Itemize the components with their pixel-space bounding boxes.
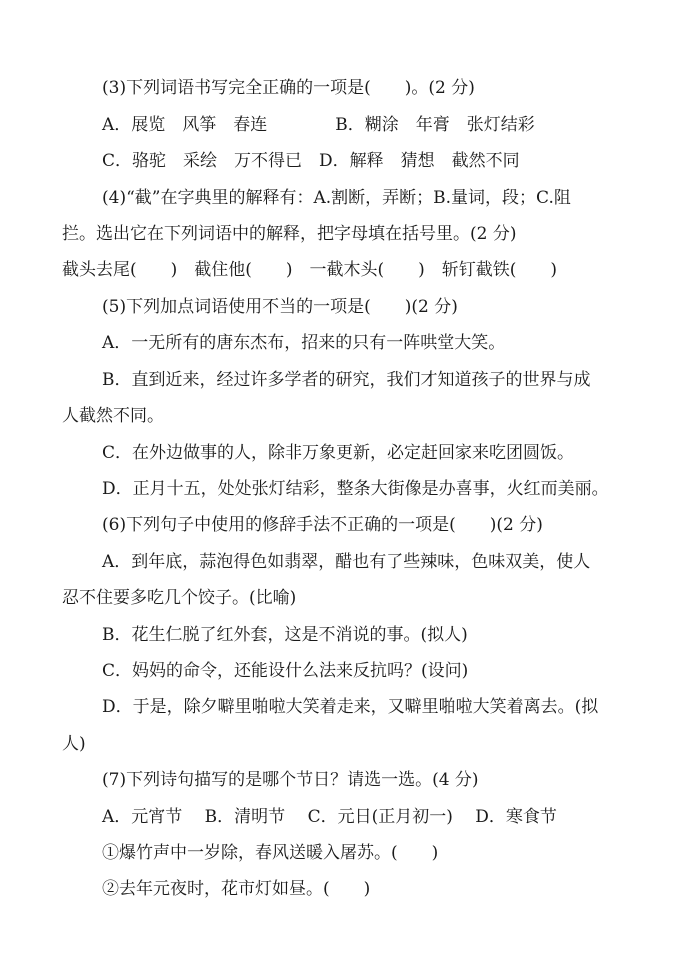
question-6-option-d-line-1: D．于是，除夕噼里啪啦大笑着走来，又噼里啪啦大笑着离去。(拟 xyxy=(102,697,599,717)
question-7-options: A．元宵节 B．清明节 C．元日(正月初一) D．寒食节 xyxy=(102,807,557,827)
question-5-option-d: D．正月十五，处处张灯结彩，整条大街像是办喜事，火红而美丽。 xyxy=(102,479,609,499)
question-6-option-b: B．花生仁脱了红外套，这是不消说的事。(拟人) xyxy=(102,625,468,645)
question-5-option-c: C．在外边做事的人，除非万象更新，必定赶回家来吃团圆饭。 xyxy=(102,443,575,463)
question-6-stem: (6)下列句子中使用的修辞手法不正确的一项是( )(2 分) xyxy=(102,515,543,535)
question-7-item-2: ②去年元夜时，花市灯如昼。( ) xyxy=(102,879,371,899)
question-5-option-b-line-1: B．直到近来，经过许多学者的研究，我们才知道孩子的世界与成 xyxy=(102,370,591,390)
question-4-stem-line-2: 拦。选出它在下列词语中的解释，把字母填在括号里。(2 分) xyxy=(62,224,517,244)
question-6-option-d-line-2: 人) xyxy=(62,734,86,754)
question-7-item-1: ①爆竹声中一岁除，春风送暖入屠苏。( ) xyxy=(102,843,439,863)
question-5-stem: (5)下列加点词语使用不当的一项是( )(2 分) xyxy=(102,297,458,317)
question-6-option-a-line-2: 忍不住要多吃几个饺子。(比喻) xyxy=(62,588,297,608)
question-3-options-cd: C．骆驼 采绘 万不得已 D．解释 猜想 截然不同 xyxy=(102,151,520,171)
question-3-options-ab: A．展览 风筝 春连 B．糊涂 年膏 张灯结彩 xyxy=(102,115,535,135)
question-7-stem: (7)下列诗句描写的是哪个节日？请选一选。(4 分) xyxy=(102,770,479,790)
question-6-option-c: C．妈妈的命令，还能设什么法来反抗吗？(设问) xyxy=(102,661,469,681)
question-6-option-a-line-1: A．到年底，蒜泡得色如翡翠，醋也有了些辣味，色味双美，使人 xyxy=(102,552,591,572)
question-3-stem: (3)下列词语书写完全正确的一项是( )。(2 分) xyxy=(102,78,475,98)
question-4-blanks: 截头去尾( ) 截住他( ) 一截木头( ) 斩钉截铁( ) xyxy=(62,260,558,280)
question-4-stem-line-1: (4)“截”在字典里的解释有：A.割断，弄断；B.量词，段；C.阻 xyxy=(102,188,571,208)
question-5-option-b-line-2: 人截然不同。 xyxy=(62,406,164,426)
question-5-option-a: A．一无所有的唐东杰布，招来的只有一阵哄堂大笑。 xyxy=(102,333,506,353)
